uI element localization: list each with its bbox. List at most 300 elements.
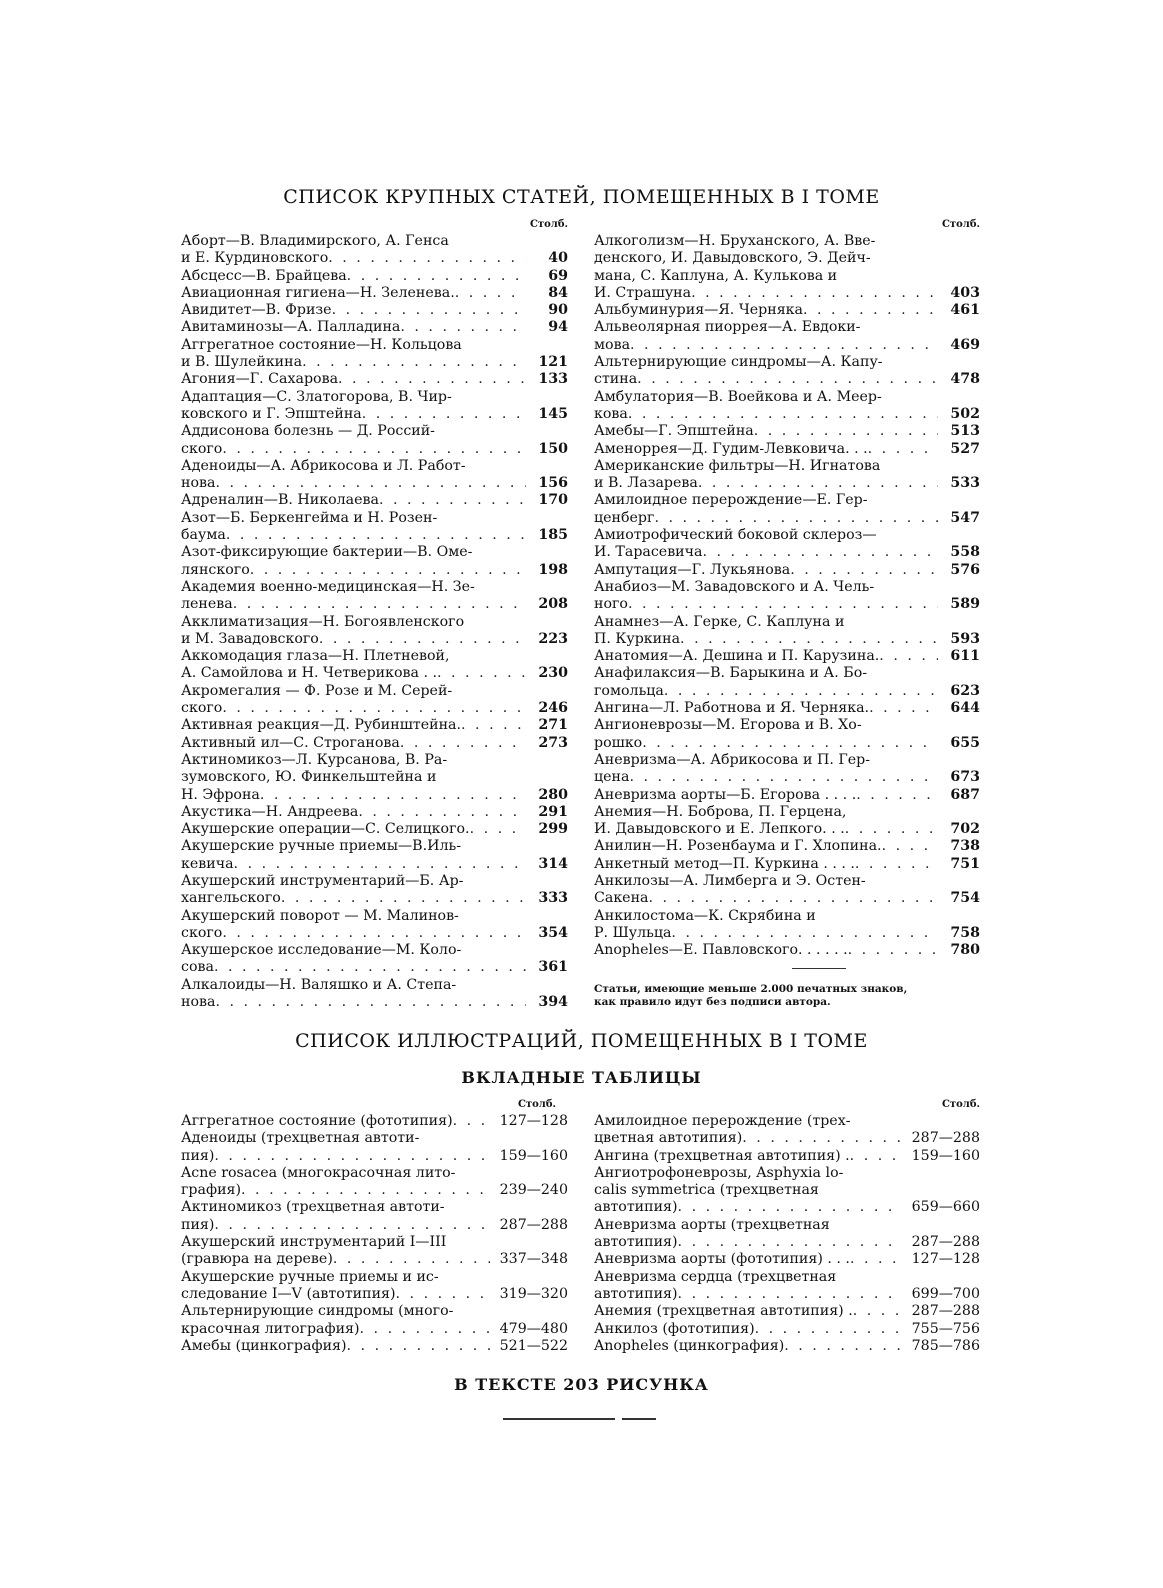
column-number: 314 [538,855,568,872]
entry-line [594,1113,980,1130]
entry-line [181,596,568,613]
entry-line [594,233,980,250]
list-item [181,873,568,908]
entry-text: и В. Шулейкина [181,354,303,371]
column-number: 280 [538,786,568,803]
leader-dots [461,717,526,734]
entry-text: Р. Шульца [594,924,672,941]
entry-line [181,959,568,976]
leader-dots [702,544,938,561]
end-rule [503,1418,615,1420]
list-item [594,1148,980,1165]
entry-line [594,873,980,890]
entry-line [181,233,568,250]
leader-dots [629,769,938,786]
list-item [594,492,980,527]
entry-text: денского, И. Давыдовского, Э. Дейч- [594,250,871,267]
entry-line [594,596,980,613]
entry-text: Акустика—Н. Андреева [181,803,359,820]
entry-line [181,700,568,717]
entry-text: Аддисонова болезнь — Д. Россий- [181,423,435,440]
entry-text: мана, С. Каплуна, А. Кулькова и [594,267,838,284]
leader-dots [742,1130,902,1147]
list-item [181,1113,568,1130]
column-number: 299 [538,821,568,838]
entry-line [594,302,980,319]
leader-dots [642,735,938,752]
column-number: 623 [950,682,980,699]
list-item [181,285,568,302]
list-item [594,804,980,839]
entry-line [594,458,980,475]
entry-line [594,1182,980,1199]
column-number: 513 [950,423,980,440]
column-number: 354 [538,924,568,941]
entry-line [181,354,568,371]
leader-dots [680,631,938,648]
entry-text: Амилоидное перерождение—Е. Гер- [594,492,868,509]
entry-text: Активный ил—С. Строганова [181,734,400,751]
entry-text: ценберг [594,509,655,526]
column-number: 333 [538,890,568,907]
list-item [594,787,980,804]
column-number: 271 [538,717,568,734]
entry-text: Аккомодация глаза—Н. Плетневой, [181,648,450,665]
entry-line [594,925,980,942]
leader-dots [319,631,526,648]
entry-text: И. Страшуна [594,284,692,301]
entry-text: нова [181,475,216,492]
column-number: 479—480 [499,1320,568,1337]
leader-dots [654,510,938,527]
leader-dots [698,475,938,492]
list-item [181,942,568,977]
entry-line [594,492,980,509]
entry-text: Алкалоиды—Н. Валяшко и А. Степа- [181,976,457,993]
column-number: 40 [548,250,568,267]
entry-text: цветная автотипия) [594,1130,743,1147]
entry-text: Анемия—Н. Боброва, П. Герцена, [594,803,847,820]
entry-line [181,838,568,855]
entry-text: Агония—Г. Сахарова [181,371,339,388]
entry-text: Активная реакция—Д. Рубинштейна. [181,717,462,734]
entry-line [181,769,568,786]
leader-dots [234,856,526,873]
entry-text: Авидитет—В. Фризе [181,302,332,319]
list-item [181,614,568,649]
entry-line [181,804,568,821]
entry-text: Anopheles (цинкография) [594,1337,785,1354]
list-item [594,942,980,959]
entry-text: Аневризма аорты—Б. Егорова . . . . [594,786,857,803]
list-item [594,873,980,908]
leader-dots [379,492,526,509]
column-number: 755—756 [911,1320,980,1337]
list-item [181,838,568,873]
entry-line [594,475,980,492]
entry-line [181,1199,568,1216]
plates-right-list [594,1113,980,1355]
column-number: 127—128 [911,1251,980,1268]
column-number: 673 [950,769,980,786]
leader-dots [664,683,938,700]
articles-right-list [594,233,980,959]
column-number: 337—348 [499,1251,568,1268]
entry-line [594,614,980,631]
leader-dots [630,337,938,354]
list-item [594,1269,980,1304]
list-item [181,1303,568,1338]
list-item [181,233,568,268]
entry-line [594,735,980,752]
entry-text: Аневризма сердца (трехцветная [594,1268,837,1285]
entry-text: Анкетный метод—П. Куркина . . . . [594,855,855,872]
entry-line [181,1113,568,1130]
leader-dots [848,942,938,959]
entry-text: и Е. Курдиновского [181,250,329,267]
entry-text: следование I—V (автотипия) [181,1285,396,1302]
leader-dots [241,1182,490,1199]
entry-text: Аггрегатное состояние—Н. Кольцова [181,336,462,353]
text-figures-heading: В ТЕКСТЕ 203 РИСУНКА [454,1375,709,1394]
leader-dots [855,856,938,873]
leader-dots [396,1286,490,1303]
entry-line [181,319,568,336]
entry-line [594,268,980,285]
entry-line [181,527,568,544]
list-item [181,804,568,821]
entry-text: Академия военно-медицинская—Н. Зе- [181,578,475,595]
entry-line [181,1148,568,1165]
column-number: 291 [538,803,568,820]
entry-line [594,700,980,717]
plates-right-column [594,1099,980,1355]
list-item [594,752,980,787]
column-number: 785—786 [911,1337,980,1354]
entry-text: Акушерский инструментарий—Б. Ар- [181,872,464,889]
entry-line [594,1199,980,1216]
entry-text: Акушерское исследование—М. Коло- [181,942,462,959]
leader-dots [850,1251,902,1268]
column-number: 754 [950,890,980,907]
entry-line [594,406,980,423]
entry-text: Азот-фиксирующие бактерии—В. Оме- [181,544,473,561]
entry-text: зумовского, Ю. Финкельштейна и [181,769,437,786]
entry-text: нова [181,994,216,1011]
entry-line [181,268,568,285]
entry-text: сова [181,959,214,976]
entry-line [594,337,980,354]
leader-dots [260,787,526,804]
entry-text: Анафилаксия—В. Барыкина и А. Бо- [594,665,868,682]
leader-dots [850,1148,902,1165]
column-number: 593 [950,630,980,647]
column-number: 287—288 [911,1130,980,1147]
leader-dots [360,1321,490,1338]
list-item [181,821,568,838]
column-number: 156 [538,475,568,492]
leader-dots [879,648,938,665]
entry-text: Амебы (цинкография) [181,1337,347,1354]
column-number: 659—660 [911,1199,980,1216]
entry-line [594,1234,980,1251]
entry-text: Анкилоз (фототипия) [594,1320,755,1337]
entry-line [181,371,568,388]
entry-text: мова [594,336,631,353]
column-number: 185 [538,527,568,544]
entry-text: рошко [594,734,643,751]
leader-dots [882,838,938,855]
column-number: 159—160 [911,1147,980,1164]
leader-dots [649,890,939,907]
entry-line [594,1321,980,1338]
entry-line [181,752,568,769]
entry-line [181,492,568,509]
list-item [181,423,568,458]
list-item [181,977,568,1012]
list-item [594,1303,980,1320]
entry-text: ского [181,924,223,941]
column-label: Столб. [941,219,980,230]
column-number: 699—700 [911,1285,980,1302]
entry-text: Anopheles—Е. Павловского. . . . . . [594,942,848,959]
entry-line [181,1286,568,1303]
entry-line [181,1321,568,1338]
entry-line [594,389,980,406]
entry-line [181,908,568,925]
entry-line [181,683,568,700]
articles-note [594,983,980,1009]
entry-text: Адаптация—С. Златогорова, В. Чир- [181,388,452,405]
entry-line [594,1286,980,1303]
list-item [594,527,980,562]
column-number: 198 [538,561,568,578]
entry-text: Ангионеврозы—М. Егорова и В. Хо- [594,717,862,734]
list-item [594,1217,980,1252]
entry-line [181,1165,568,1182]
leader-dots [281,890,526,907]
entry-line [594,285,980,302]
entry-line [594,354,980,371]
entry-text: Авиационная гигиена—Н. Зеленева. [181,284,455,301]
plates-left-list [181,1113,568,1355]
entry-text: Амбулатория—В. Воейкова и А. Меер- [594,388,882,405]
entry-text: кова [594,405,628,422]
list-item [594,1165,980,1217]
entry-line [594,371,980,388]
list-item [181,1269,568,1304]
entry-text: Анемия (трехцветная автотипия) . [594,1303,853,1320]
note-line: как правило идут без подписи автора. [594,996,831,1009]
entry-line [594,319,980,336]
entry-line [181,285,568,302]
list-item [594,579,980,614]
list-item [181,1338,568,1355]
leader-dots [678,1286,902,1303]
entry-text: Азот—Б. Беркенгейма и Н. Розен- [181,509,438,526]
entry-text: Альтернирующие синдромы—А. Капу- [594,354,883,371]
list-item [594,423,980,440]
leader-dots [853,1303,902,1320]
column-number: 287—288 [911,1234,980,1251]
column-number: 133 [538,371,568,388]
entry-text: Амебы—Г. Эпштейна [594,423,754,440]
entry-text: Акушерский поворот — М. Малинов- [181,907,459,924]
leader-dots [250,562,526,579]
leader-dots [845,821,938,838]
divider-rule [792,968,846,969]
plates-heading: ВКЛАДНЫЕ ТАБЛИЦЫ [461,1068,702,1087]
leader-dots [302,354,526,371]
entry-text: и В. Лазарева [594,475,698,492]
entry-line [594,1338,980,1355]
list-item [594,389,980,424]
column-number: 69 [548,267,568,284]
column-number: 170 [538,492,568,509]
entry-line [181,1182,568,1199]
leader-dots [437,665,526,682]
entry-line [594,250,980,267]
entry-line [594,908,980,925]
leader-dots [790,562,938,579]
list-item [594,700,980,717]
entry-line [594,683,980,700]
column-number: 687 [950,786,980,803]
leader-dots [347,268,526,285]
leader-dots [754,423,938,440]
leader-dots [215,994,526,1011]
leader-dots [214,959,526,976]
leader-dots [678,1199,902,1216]
entry-line [181,441,568,458]
entry-line [594,890,980,907]
column-number: 239—240 [499,1182,568,1199]
leader-dots [328,250,526,267]
leader-dots [222,700,526,717]
entry-line [594,838,980,855]
list-item [594,1321,980,1338]
list-item [181,908,568,943]
entry-text: ленева [181,596,233,613]
entry-line [181,977,568,994]
entry-line [181,1251,568,1268]
entry-text: ного [594,596,628,613]
entry-text: кевича [181,855,234,872]
entry-line [594,665,980,682]
column-number: 230 [538,665,568,682]
entry-line [181,942,568,959]
entry-text: цена [594,769,630,786]
column-number: 246 [538,700,568,717]
entry-line [594,717,980,734]
entry-line [181,648,568,665]
column-number: 127—128 [499,1113,568,1129]
column-number: 738 [950,838,980,855]
entry-line [594,1251,980,1268]
entry-text: Ангиотрофоневрозы, Asphyxia lo- [594,1164,844,1181]
articles-heading: СПИСОК КРУПНЫХ СТАТЕЙ, ПОМЕЩЕННЫХ В I ТОМЕ [283,186,880,208]
column-number: 287—288 [499,1216,568,1233]
entry-line [594,579,980,596]
list-item [594,908,980,943]
list-item [594,1338,980,1355]
leader-dots [400,735,526,752]
entry-text: Альбуминурия—Я. Черняка [594,302,803,319]
entry-text: лянского [181,561,250,578]
leader-dots [856,787,938,804]
column-number: 758 [950,924,980,941]
leader-dots [333,1251,490,1268]
entry-text: Американские фильтры—Н. Игнатова [594,457,881,474]
list-item [181,752,568,804]
entry-text: пия) [181,1147,215,1164]
entry-text: Амиотрофический боковой склероз— [594,527,877,544]
leader-dots [671,925,938,942]
entry-text: Алкоголизм—Н. Бруханского, А. Вве- [594,233,876,249]
leader-dots [784,1338,902,1355]
plates-left-column [181,1099,568,1355]
leader-dots [637,371,938,388]
list-item [594,648,980,665]
column-number: 84 [548,284,568,301]
list-item [181,337,568,372]
entry-line [594,856,980,873]
entry-line [181,1303,568,1320]
entry-text: И. Тарасевича [594,544,703,561]
column-number: 502 [950,405,980,422]
list-item [181,735,568,752]
entry-text: Актиномикоз (трехцветная автоти- [181,1199,445,1216]
entry-line [181,406,568,423]
entry-text: П. Куркина [594,630,681,647]
entry-text: Альвеолярная пиоррея—А. Евдоки- [594,319,861,336]
entry-line [181,821,568,838]
entry-text: Аденоиды—А. Абрикосова и Л. Работ- [181,457,466,474]
list-item [594,302,980,319]
column-number: 403 [950,284,980,301]
entry-text: графия) [181,1182,242,1199]
list-item [594,717,980,752]
list-item [181,492,568,509]
list-item [594,838,980,855]
list-item [181,1130,568,1165]
column-number: 533 [950,475,980,492]
entry-text: Анабиоз—М. Завадовского и А. Чель- [594,578,875,595]
entry-text: и М. Завадовского [181,630,319,647]
entry-text: стина [594,371,638,388]
entry-line [594,1269,980,1286]
entry-text: Авитаминозы—А. Палладина [181,319,401,336]
list-item [594,856,980,873]
leader-dots [470,821,526,838]
entry-text: Анамнез—А. Герке, С. Каплуна и [594,613,845,630]
list-item [181,1234,568,1269]
entry-text: баума [181,527,226,544]
list-item [181,389,568,424]
entry-text: автотипия) [594,1234,678,1251]
column-number: 576 [950,561,980,578]
entry-text: Акклиматизация—Н. Богоявленского [181,613,465,630]
entry-text: Сакена [594,890,649,907]
column-number: 644 [950,700,980,717]
column-number: 547 [950,509,980,526]
entry-line [181,562,568,579]
entry-text: Абсцесс—В. Брайцева [181,267,347,284]
leader-dots [215,475,526,492]
column-number: 558 [950,544,980,561]
column-number: 655 [950,734,980,751]
entry-text: Анатомия—А. Дешина и П. Карузина. [594,648,880,665]
